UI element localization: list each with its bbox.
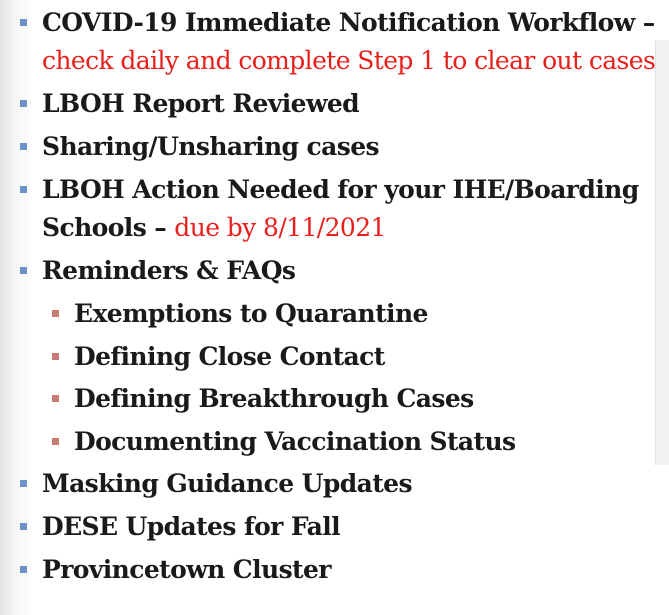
item-title: LBOH Report Reviewed <box>42 89 360 118</box>
square-bullet-icon <box>20 523 27 530</box>
square-bullet-icon <box>20 143 27 150</box>
list-item-documenting-vaccination-status <box>0 423 655 461</box>
list-item-lboh-report-reviewed <box>0 85 655 123</box>
square-bullet-icon <box>20 480 27 487</box>
list-item-defining-breakthrough-cases <box>0 380 655 418</box>
square-bullet-icon <box>52 310 59 317</box>
square-bullet-icon <box>20 566 27 573</box>
item-title: LBOH Action Needed for your IHE/Boarding Schools <box>42 175 639 242</box>
list-item-masking-guidance-updates <box>0 465 655 503</box>
list-item-exemptions-to-quarantine <box>0 295 655 333</box>
item-title: Provincetown Cluster <box>42 555 331 584</box>
square-bullet-icon <box>52 353 59 360</box>
item-title: Sharing/Unsharing cases <box>42 132 380 161</box>
item-title: Reminders & FAQs <box>42 256 296 285</box>
list-item-dese-updates-for-fall <box>0 508 655 546</box>
item-title: COVID-19 Immediate Notification Workflow <box>42 8 635 37</box>
list-item-provincetown-cluster <box>0 551 655 589</box>
item-title: Documenting Vaccination Status <box>74 426 516 456</box>
item-title: Exemptions to Quarantine <box>74 299 428 328</box>
item-separator: – <box>146 213 175 242</box>
square-bullet-icon <box>20 186 27 193</box>
item-separator: – <box>634 8 655 37</box>
square-bullet-icon <box>52 395 59 402</box>
list-item-defining-close-contact <box>0 338 655 376</box>
side-panel <box>655 40 669 465</box>
square-bullet-icon <box>20 19 27 26</box>
list-item-reminders-faqs <box>0 252 655 290</box>
item-title: Masking Guidance Updates <box>42 469 412 498</box>
item-title: Defining Close Contact <box>74 341 385 371</box>
square-bullet-icon <box>20 267 27 274</box>
list-item-lboh-action-needed <box>0 171 662 247</box>
item-title: DESE Updates for Fall <box>42 512 341 541</box>
item-note: due by 8/11/2021 <box>174 213 386 242</box>
item-title: Defining Breakthrough Cases <box>74 384 474 413</box>
agenda-list <box>0 4 655 594</box>
item-note: check daily and complete Step 1 to clear out cases <box>42 46 656 75</box>
list-item-sharing-unsharing-cases <box>0 128 655 166</box>
square-bullet-icon <box>20 100 27 107</box>
square-bullet-icon <box>52 438 59 445</box>
list-item-immediate-notification-workflow <box>0 4 662 80</box>
